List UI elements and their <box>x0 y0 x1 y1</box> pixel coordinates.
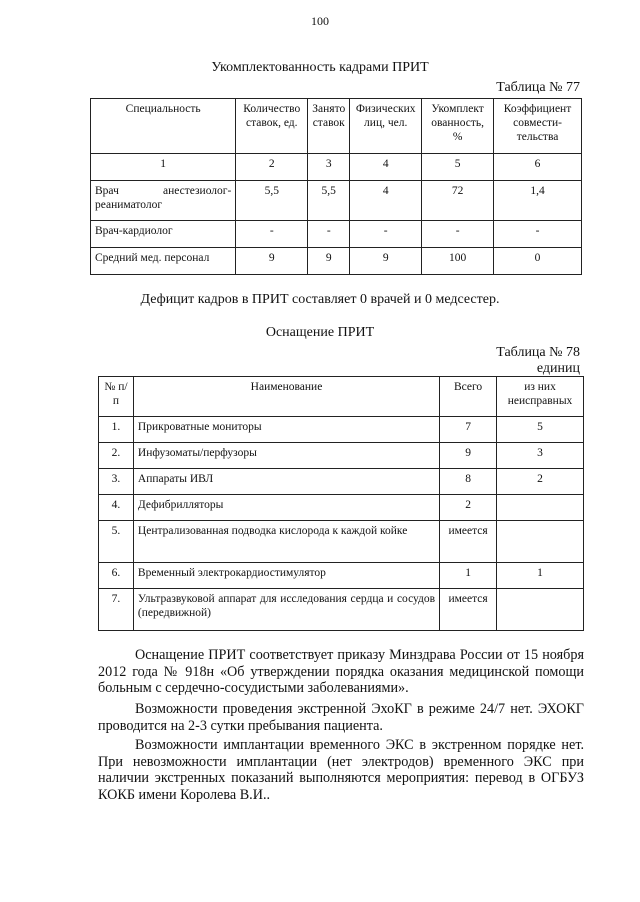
staffing-col-number: 1 <box>91 154 236 181</box>
deficit-text: Дефицит кадров в ПРИТ составляет 0 врачей и 0 медсестер. <box>140 292 500 307</box>
equipment-cell-total: 7 <box>440 417 497 443</box>
staffing-cell: 5,5 <box>308 181 350 221</box>
staffing-cell: 9 <box>350 248 422 275</box>
equipment-cell-total: 1 <box>440 563 497 589</box>
staffing-table-label: Таблица № 77 <box>496 80 580 95</box>
staffing-cell: 9 <box>236 248 308 275</box>
equipment-header-number: № п/п <box>99 377 134 417</box>
equipment-cell-faulty <box>497 495 584 521</box>
table-row <box>99 589 584 631</box>
paragraph-equipment-compliance: Оснащение ПРИТ соответствует приказу Минздрава России от 15 ноября 2012 года № 918н «Об утверждении порядка оказания медицинской помощи больным с сердечно-сосудистыми заболеваниями». <box>98 647 584 696</box>
equipment-cell-faulty: 3 <box>497 443 584 469</box>
table-row <box>99 417 584 443</box>
table-row <box>91 221 582 248</box>
equipment-cell-name: Временный электрокардиостимулятор <box>133 563 439 589</box>
staffing-header-specialty: Специальность <box>91 99 236 154</box>
equipment-unit-label: единиц <box>536 361 580 376</box>
table-row <box>99 495 584 521</box>
staffing-header-persons: Физических лиц, чел. <box>350 99 422 154</box>
staffing-cell-specialty: Врач-кардиолог <box>91 221 236 248</box>
equipment-table-label: Таблица № 78 <box>496 345 580 360</box>
equipment-cell-number: 2. <box>99 443 134 469</box>
equipment-cell-name: Инфузоматы/перфузоры <box>133 443 439 469</box>
equipment-cell-total: 8 <box>440 469 497 495</box>
equipment-cell-name: Дефибрилляторы <box>133 495 439 521</box>
staffing-col-number: 6 <box>494 154 582 181</box>
page-number: 100 <box>311 14 329 28</box>
equipment-cell-name: Аппараты ИВЛ <box>133 469 439 495</box>
equipment-cell-number: 7. <box>99 589 134 631</box>
staffing-header-staffing-percent: Укомплект ованность, % <box>422 99 494 154</box>
equipment-cell-name: Централизованная подводка кислорода к каждой койке <box>133 521 439 563</box>
staffing-cell: - <box>236 221 308 248</box>
staffing-cell: 0 <box>494 248 582 275</box>
equipment-cell-number: 3. <box>99 469 134 495</box>
equipment-cell-number: 4. <box>99 495 134 521</box>
staffing-col-number: 2 <box>236 154 308 181</box>
equipment-cell-faulty: 5 <box>497 417 584 443</box>
equipment-header-total: Всего <box>440 377 497 417</box>
staffing-cell: 72 <box>422 181 494 221</box>
equipment-cell-name: Прикроватные мониторы <box>133 417 439 443</box>
equipment-header-faulty: из них неисправных <box>497 377 584 417</box>
staffing-header-row <box>91 99 582 154</box>
equipment-cell-number: 6. <box>99 563 134 589</box>
equipment-cell-faulty <box>497 589 584 631</box>
staffing-header-rates: Количество ставок, ед. <box>236 99 308 154</box>
staffing-cell: 4 <box>350 181 422 221</box>
staffing-cell: - <box>308 221 350 248</box>
equipment-title: Оснащение ПРИТ <box>265 325 375 340</box>
table-row <box>99 521 584 563</box>
equipment-header-name: Наименование <box>133 377 439 417</box>
paragraph-echo: Возможности проведения экстренной ЭхоКГ в режиме 24/7 нет. ЭХОКГ проводится на 2-3 сутки пребывания пациента. <box>98 701 584 734</box>
table-row <box>91 248 582 275</box>
table-row <box>99 469 584 495</box>
table-row <box>91 181 582 221</box>
equipment-cell-number: 5. <box>99 521 134 563</box>
equipment-cell-total: 2 <box>440 495 497 521</box>
staffing-cell: 100 <box>422 248 494 275</box>
staffing-cell: 1,4 <box>494 181 582 221</box>
equipment-cell-faulty: 1 <box>497 563 584 589</box>
equipment-cell-name: Ультразвуковой аппарат для исследования сердца и сосудов (передвижной) <box>133 589 439 631</box>
equipment-table <box>98 376 584 631</box>
equipment-header-row <box>99 377 584 417</box>
staffing-cell: - <box>350 221 422 248</box>
staffing-header-occupied: Занято ставок <box>308 99 350 154</box>
equipment-cell-faulty: 2 <box>497 469 584 495</box>
equipment-cell-number: 1. <box>99 417 134 443</box>
staffing-header-coefficient: Коэффициент совмести-тельства <box>494 99 582 154</box>
staffing-title: Укомплектованность кадрами ПРИТ <box>211 60 429 75</box>
paragraph-pacemaker: Возможности имплантации временного ЭКС в экстренном порядке нет. При невозможности имплантации (нет электродов) временного ЭКС при наличии экстренных показаний выполняются мероприятия: перевод в ОГБУЗ КОКБ имени Королева В.И.. <box>98 737 584 803</box>
table-row <box>99 443 584 469</box>
staffing-cell: - <box>422 221 494 248</box>
equipment-cell-total: 9 <box>440 443 497 469</box>
staffing-table <box>90 98 582 275</box>
staffing-col-number: 3 <box>308 154 350 181</box>
staffing-cell: 5,5 <box>236 181 308 221</box>
equipment-cell-total: имеется <box>440 521 497 563</box>
equipment-cell-faulty <box>497 521 584 563</box>
table-row <box>99 563 584 589</box>
staffing-cell-specialty: Средний мед. персонал <box>91 248 236 275</box>
staffing-col-number: 5 <box>422 154 494 181</box>
staffing-numbering-row <box>91 154 582 181</box>
staffing-cell-specialty: Врач анестезиолог-реаниматолог <box>91 181 236 221</box>
staffing-cell: - <box>494 221 582 248</box>
staffing-col-number: 4 <box>350 154 422 181</box>
staffing-cell: 9 <box>308 248 350 275</box>
equipment-cell-total: имеется <box>440 589 497 631</box>
